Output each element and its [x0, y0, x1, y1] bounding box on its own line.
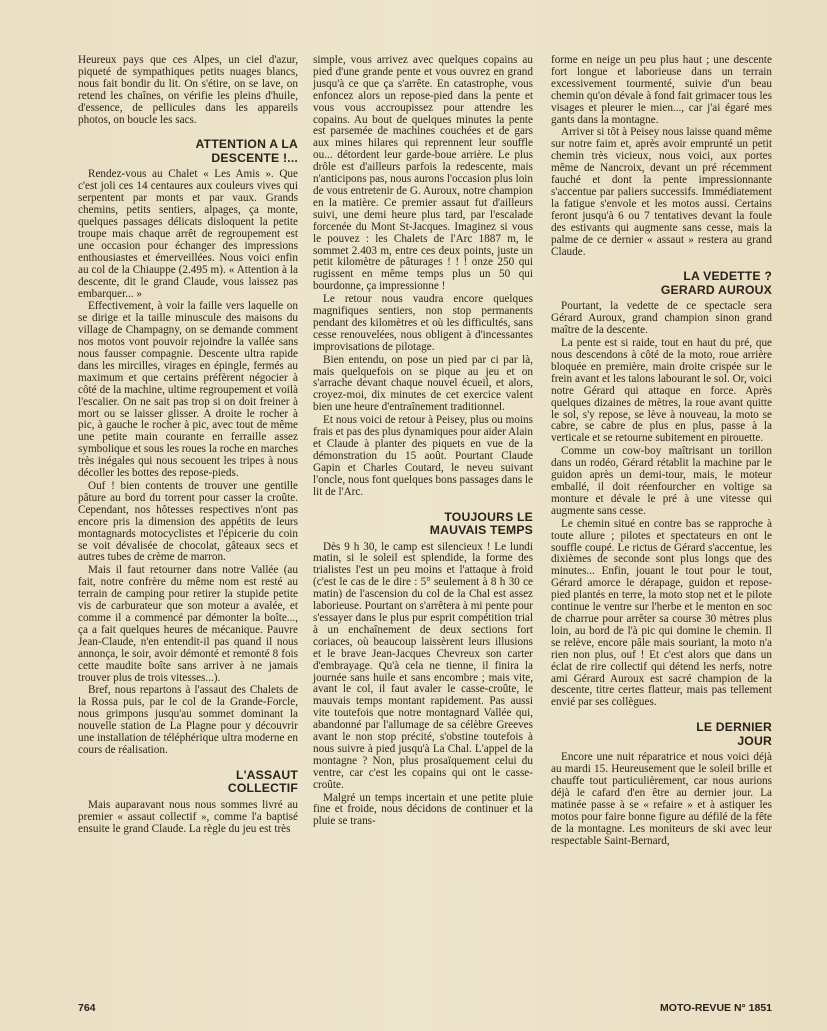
section-heading	[78, 769, 298, 796]
section-heading-line: COLLECTIF	[227, 781, 298, 796]
section-heading-line: GERARD AUROUX	[660, 282, 772, 297]
paragraph: simple, vous arrivez avec quelques copains au pied d'une grande pente et vous ouvrez en grand jusqu'à ce que ça s'arrête. En catastrophe, vous enfoncez alors un repose-pied dans la pente et vous vous accroupissez pour attendre les copains. Au bout de quelques minutes la pente est parsemée de machines couchées et de gars aux mines hilares qui reprennent leur souffle ou... détordent leur garde-boue arrière. Le plus drôle est d'ailleurs parfois la redescente, mais n'anticipons pas, nous aurons l'occasion plus loin de vous entretenir de G. Auroux, notre champion en la matière. Ce premier assaut fut d'ailleurs suivi, une demi heure plus tard, par l'escalade forcenée du Mont St-Jacques. Imaginez si vous le pouvez : les Chalets de l'Arc 1887 m, le sommet 2.403 m, entre ces deux points, juste un petit kilomètre de pâturages ! ! ! onze 250 qui rugissent en même temps plus un 50 qui bourdonne, ça impressionne !	[313, 54, 533, 293]
paragraph: Comme un cow-boy maîtrisant un torillon dans un rodéo, Gérard rétablit la machine par le guidon après un demi-tour, mais, le moteur emballé, il doit réenfourcher en voltige sa monture et dévale le pré à une vitesse qui augmente sans cesse.	[551, 445, 772, 517]
paragraph: Encore une nuit réparatrice et nous voici déjà au mardi 15. Heureusement que le soleil brille et chauffe tout particulièrement, car nous aurions déjà le cafard d'en être au dernier jour. La matinée passe à se « refaire » et à astiquer les motos pour faire bonne figure au défilé de la fête de la montagne. Les moniteurs de ski avec leur respectable Saint-Bernard,	[551, 751, 772, 847]
section-heading-line: JOUR	[737, 733, 772, 748]
paragraph: Le chemin situé en contre bas se rapproche à toute allure ; pilotes et spectateurs en ont le souffle coupé. Le rictus de Gérard s'accentue, les dixièmes de seconde sont plus longs que des minutes... Enfin, jouant le tout pour le tout, Gérard amorce le dérapage, guidon et repose-pied plantés en terre, la moto stop net et le pilote continue le ventre sur l'herbe et le menton en soc de charrue pour arrêter sa course 30 mètres plus loin, au bord de l'à pic qui domine le chemin. Il se relève, encore pâle mais souriant, la moto n'a rien non plus, ouf ! Et c'est alors que dans un éclat de rire collectif qui détend les nerfs, notre ami Gérard Auroux est sacré champion de la descente, titre certes flatteur, mais pas tellement envié par ses collègues.	[551, 517, 772, 709]
paragraph: Ouf ! bien contents de trouver une gentille pâture au bord du torrent pour casser la croûte. Cependant, nos hôtesses respectives n'ont pas encore pris la dimension des appétits de leurs montagnards motocyclistes et l'épicerie du coin se voit dévalisée de chocolat, gâteaux secs et autres tubes de crème de marron.	[78, 480, 298, 564]
article-column-3	[551, 55, 772, 848]
article-column-1	[78, 55, 298, 837]
section-heading-line: MAUVAIS TEMPS	[429, 523, 533, 538]
section-heading	[551, 721, 772, 748]
paragraph: Mais auparavant nous nous sommes livré au premier « assaut collectif », comme l'a baptisé ensuite le grand Claude. La règle du jeu est très	[78, 798, 298, 835]
magazine-issue: MOTO-REVUE N° 1851	[660, 1002, 772, 1014]
section-heading-line: TOUJOURS LE	[444, 509, 533, 524]
paragraph: Pourtant, la vedette de ce spectacle sera Gérard Auroux, grand champion sinon grand maître de la descente.	[551, 300, 772, 337]
paragraph: Malgré un temps incertain et une petite pluie fine et froide, nous décidons de continuer et la pluie se trans-	[313, 791, 533, 828]
paragraph: Effectivement, à voir la faille vers laquelle on se dirige et la taille minuscule des maisons du village de Champagny, on se demande comment nos motos vont pouvoir rejoindre la vallée sans nous fausser compagnie. Descente ultra rapide dans les mircilles, virages en épingle, fermés au maximum et que certains préfèrent négocier à côté de la machine, ultime regroupement et voilà l'escalier. On ne sait pas trop si on doit freiner à mort ou se laisser glisser. A droite le rocher à pic, à gauche le rocher à pic, avec tout de même une petite main courante en ferraille assez symbolique et sous les roues la roche en marches très inégales qui nous secouent les tripes à nous décoller les bottes des repose-pieds.	[78, 300, 298, 480]
section-heading-line: LE DERNIER	[696, 720, 772, 735]
paragraph: Heureux pays que ces Alpes, un ciel d'azur, piqueté de sympathiques petits nuages blancs, nous fait bondir du lit. On s'étire, on se lave, on retend les chaînes, on vérifie les pleins d'huile, d'essence, de pellicules dans les appareils photos, on boucle les sacs.	[78, 54, 298, 126]
section-heading-line: L'ASSAUT	[235, 767, 298, 782]
paragraph: Dès 9 h 30, le camp est silencieux ! Le lundi matin, si le soleil est splendide, la forme des trialistes l'est un peu moins et l'attaque à froid (c'est le cas de le dire : 5° seulement à 8 h 30 ce matin) de l'ascension du col de la Chal est assez laborieuse. Pourtant on s'arrêtera à mi pente pour s'essayer dans le plus pur esprit compétition trial à un enchaînement de deux sections fort coriaces, où beaucoup laissèrent leurs illusions et le brave Jean-Jacques Chevreux son carter d'embrayage. Qu'à cela ne tienne, il finira la journée sans huile et sans encombre ; mais vite, avant le col, il faut avaler le casse-croûte, le mauvais temps montant rapidement. Pas aussi vite toutefois que notre montagnard Vallée qui, abandonné par l'allumage de sa célèbre Greeves avant le non stop précité, s'obstine toutefois à nous suivre à pied jusqu'à La Chal. L'appel de la montagne ? Non, plus prosaïquement celui du ventre, car c'est les copains qui ont le casse-croûte.	[313, 540, 533, 791]
paragraph: Le retour nous vaudra encore quelques magnifiques sentiers, non stop permanents pendant des kilomètres et où les difficultés, sans cesse renouvelées, nous obligent à d'incessantes improvisations de pilotage.	[313, 293, 533, 353]
section-heading	[551, 270, 772, 297]
paragraph: forme en neige un peu plus haut ; une descente fort longue et laborieuse dans un terrain excessivement tourmenté, suivie d'un beau chemin qu'on dévale à fond fait grimacer tous les visages et pleurer le mien..., car j'ai égaré mes gants dans la montagne.	[551, 54, 772, 126]
paragraph: Rendez-vous au Chalet « Les Amis ». Que c'est joli ces 14 centaures aux couleurs vives qui serpentent par monts et par vaux. Grands chemins, petits sentiers, alpages, ça monte, quelques passages délicats disloquent la petite troupe mais chaque arrêt de regroupement est une occasion pour échanger des impressions enthousiastes et émerveillées. Nous voici enfin au col de la Chiauppe (2.495 m). « Attention à la descente, dit le grand Claude, vous laissez pas embarquer... »	[78, 168, 298, 300]
section-heading	[313, 511, 533, 538]
section-heading-line: DESCENTE !...	[211, 150, 298, 165]
paragraph: Mais il faut retourner dans notre Vallée (au fait, notre confrère du même nom est resté au terrain de camping pour retirer la stupide petite vis de carburateur que son moteur a avalée, et comme il a commencé par démonter la boîte..., ça a fait quelques heures de mécanique. Pauvre Jean-Claude, n'en entendit-il pas quand il nous annonça, le soir, avoir démonté et remonté 8 fois cette maudite boîte sans arriver à ne jamais trouver plus de trois vitesses...).	[78, 564, 298, 684]
section-heading-line: ATTENTION A LA	[195, 137, 298, 152]
paragraph: La pente est si raide, tout en haut du pré, que nous descendons à côté de la moto, roue arrière bloquée en première, main droite crispée sur le frein avant et les talons labourant le sol. Or, voici notre Gérard qui attaque en force. Après quelques dizaines de mètres, la roue avant quitte le sol, s'y repose, se lève à nouveau, la moto se cabre, se cabre de plus en plus, passe à la verticale et se retourne subitement en pirouette.	[551, 337, 772, 445]
paragraph: Et nous voici de retour à Peisey, plus ou moins frais et pas des plus dynamiques pour aider Alain et Claude à planter des piquets en vue de la démonstration du 15 août. Pourtant Claude Gapin et Charles Coutard, le neveu suivant l'oncle, nous font quelques bons passages dans le lit de l'Arc.	[313, 414, 533, 498]
paragraph: Bref, nous repartons à l'assaut des Chalets de la Rossa puis, par le col de la Grande-Forcle, nous grimpons jusqu'au sommet dominant la nouvelle station de La Plagne pour y découvrir une installation de téléphérique ultra moderne en cours de réalisation.	[78, 684, 298, 756]
page-number: 764	[78, 1002, 96, 1014]
section-heading	[78, 138, 298, 165]
paragraph: Bien entendu, on pose un pied par ci par là, mais quelquefois on se pique au jeu et on s'arrache devant chaque nouvel écueil, et alors, croyez-moi, dix minutes de cet exercice valent bien une heure d'entraînement traditionnel.	[313, 353, 533, 414]
article-column-2	[313, 55, 533, 829]
paragraph: Arriver si tôt à Peisey nous laisse quand même sur notre faim et, après avoir emprunté un petit chemin très vicieux, nous voici, aux portes même de Nancroix, devant un pré récemment fauché et dont la pente impressionnante s'accentue par paliers successifs. Immédiatement la fatigue s'envole et les motos aussi. Certains feront jusqu'à 6 ou 7 tentatives devant la foule des estivants qui augmente sans cesse, mais la palme de ce dernier « assaut » restera au grand Claude.	[551, 126, 772, 258]
section-heading-line: LA VEDETTE ?	[683, 269, 772, 284]
